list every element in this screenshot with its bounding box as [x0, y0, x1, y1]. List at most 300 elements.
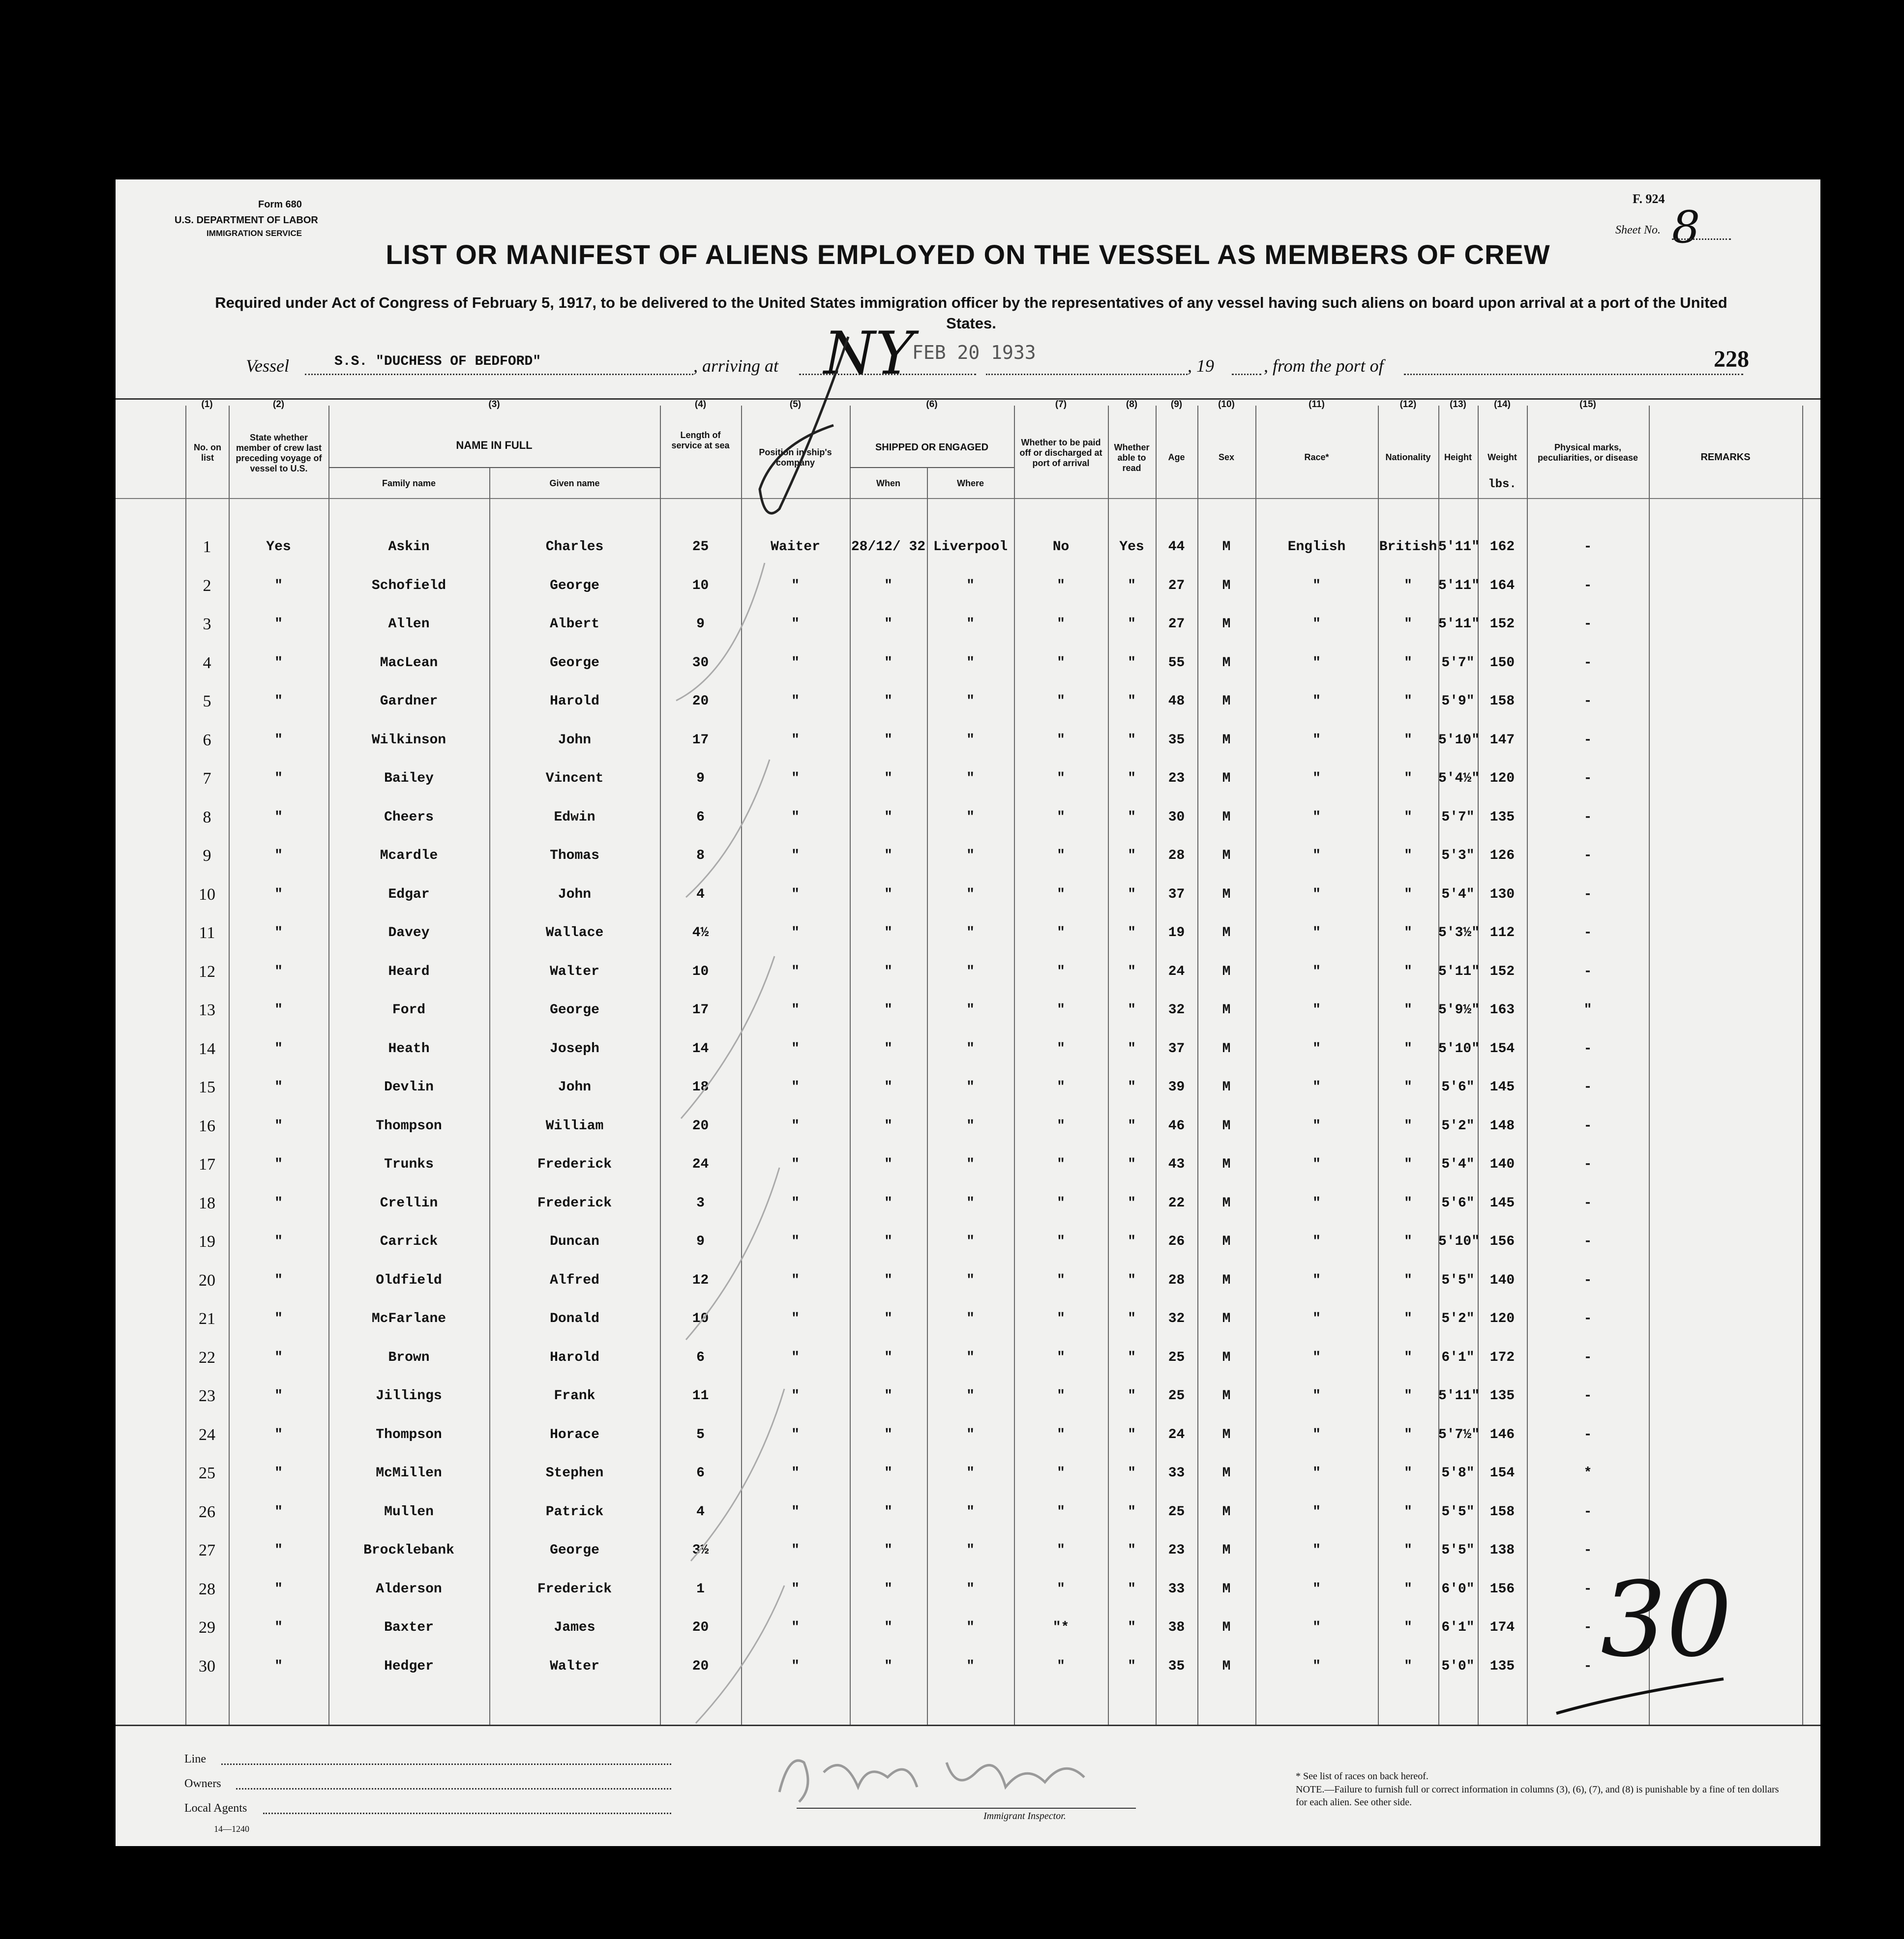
- last-voyage-cell: ": [274, 1388, 283, 1404]
- col-num-4: (4): [694, 399, 707, 410]
- header-shipped-engaged: SHIPPED OR ENGAGED: [875, 442, 989, 453]
- family-name-cell: Brown: [388, 1350, 430, 1365]
- col-num-10: (10): [1218, 399, 1235, 410]
- able-read-cell: ": [1128, 1118, 1136, 1134]
- row-number: 11: [199, 924, 215, 942]
- last-voyage-cell: ": [274, 1620, 283, 1635]
- family-name-cell: Devlin: [384, 1080, 434, 1095]
- header-state-whether: State whether member of crew last preceding voyage of vessel to U.S.: [236, 433, 322, 473]
- position-cell: ": [791, 1543, 800, 1558]
- able-read-cell: ": [1128, 578, 1136, 593]
- nationality-cell: ": [1404, 1620, 1412, 1635]
- family-name-cell: Askin: [388, 539, 430, 555]
- sex-cell: M: [1222, 578, 1231, 593]
- able-read-cell: ": [1128, 1466, 1136, 1481]
- height-cell: 5'11": [1438, 1388, 1480, 1404]
- able-read-cell: ": [1128, 1272, 1136, 1288]
- height-cell: 5'2": [1441, 1118, 1475, 1134]
- row-number: 10: [199, 885, 215, 904]
- weight-cell: 152: [1489, 617, 1515, 632]
- weight-cell: 112: [1489, 925, 1515, 940]
- table-row: [116, 923, 1820, 962]
- physical-marks-cell: -: [1583, 1504, 1592, 1520]
- shipped-when-cell: ": [884, 1118, 892, 1134]
- able-read-cell: ": [1128, 1620, 1136, 1635]
- able-read-cell: ": [1128, 1427, 1136, 1442]
- shipped-when-cell: ": [884, 1195, 892, 1211]
- given-name-cell: Walter: [550, 964, 599, 979]
- paid-off-cell: "*: [1052, 1620, 1070, 1635]
- nationality-cell: ": [1404, 1658, 1412, 1674]
- shipped-where-cell: ": [966, 1311, 975, 1326]
- nationality-cell: ": [1404, 964, 1412, 979]
- physical-marks-cell: -: [1583, 964, 1592, 979]
- header-no-on-list: No. on list: [194, 442, 221, 463]
- position-cell: ": [791, 617, 800, 632]
- weight-cell: 126: [1489, 848, 1515, 863]
- nationality-cell: ": [1404, 1002, 1412, 1018]
- physical-marks-cell: -: [1583, 617, 1592, 632]
- arriving-label: , arriving at: [693, 356, 779, 376]
- race-cell: ": [1312, 732, 1321, 748]
- nationality-cell: ": [1404, 1195, 1412, 1211]
- family-name-cell: McMillen: [376, 1466, 442, 1481]
- age-cell: 24: [1168, 1427, 1185, 1442]
- height-cell: 5'3½": [1438, 925, 1480, 940]
- shipped-where-cell: ": [966, 1658, 975, 1674]
- height-cell: 5'7": [1441, 655, 1475, 671]
- weight-cell: 162: [1489, 539, 1515, 555]
- header-height: Height: [1444, 452, 1472, 462]
- nationality-cell: ": [1404, 925, 1412, 940]
- nationality-cell: ": [1404, 1080, 1412, 1095]
- able-read-cell: ": [1128, 1080, 1136, 1095]
- name-underline: [328, 467, 660, 468]
- page-number: 228: [1714, 346, 1749, 372]
- length-service-cell: 25: [692, 539, 709, 555]
- paid-off-cell: ": [1057, 1388, 1065, 1404]
- position-cell: ": [791, 1234, 800, 1249]
- height-cell: 5'9": [1441, 694, 1475, 709]
- shipped-when-cell: ": [884, 732, 892, 748]
- shipped-when-cell: ": [884, 1350, 892, 1365]
- height-cell: 5'4½": [1438, 771, 1480, 786]
- family-name-cell: Crellin: [380, 1195, 438, 1211]
- year-label: , 19: [1188, 356, 1214, 376]
- paid-off-cell: ": [1057, 1041, 1065, 1057]
- last-voyage-cell: ": [274, 925, 283, 940]
- able-read-cell: ": [1128, 1543, 1136, 1558]
- row-number: 13: [199, 1001, 215, 1019]
- family-name-cell: Jillings: [376, 1388, 442, 1404]
- length-service-cell: 6: [696, 1350, 705, 1365]
- age-cell: 33: [1168, 1466, 1185, 1481]
- shipped-when-cell: ": [884, 1002, 892, 1018]
- age-cell: 30: [1168, 809, 1185, 825]
- paid-off-cell: ": [1057, 1195, 1065, 1211]
- table-row: [116, 1425, 1820, 1464]
- header-when: When: [876, 478, 900, 488]
- header-bottom-rule: [116, 498, 1820, 499]
- age-cell: 39: [1168, 1080, 1185, 1095]
- race-cell: ": [1312, 1543, 1321, 1558]
- race-cell: ": [1312, 771, 1321, 786]
- paid-off-cell: ": [1057, 1272, 1065, 1288]
- age-cell: 28: [1168, 1272, 1185, 1288]
- race-cell: ": [1312, 886, 1321, 902]
- height-cell: 5'6": [1441, 1080, 1475, 1095]
- header-able-read: Whether able to read: [1114, 442, 1150, 473]
- sex-cell: M: [1222, 732, 1231, 748]
- length-service-cell: 3: [696, 1195, 705, 1211]
- shipped-where-cell: ": [966, 1272, 975, 1288]
- paid-off-cell: ": [1057, 617, 1065, 632]
- family-name-cell: Hedger: [384, 1658, 434, 1674]
- position-cell: ": [791, 1118, 800, 1134]
- row-number: 3: [203, 615, 211, 633]
- table-row: [116, 1000, 1820, 1039]
- given-name-cell: Vincent: [545, 771, 604, 786]
- given-name-cell: John: [558, 886, 592, 902]
- length-service-cell: 20: [692, 1620, 709, 1635]
- nationality-cell: ": [1404, 1350, 1412, 1365]
- row-number: 27: [199, 1541, 215, 1559]
- col-num-5: (5): [789, 399, 802, 410]
- given-name-cell: George: [550, 578, 599, 593]
- race-cell: ": [1312, 1118, 1321, 1134]
- length-service-cell: 18: [692, 1080, 709, 1095]
- paid-off-cell: ": [1057, 1311, 1065, 1326]
- last-voyage-cell: ": [274, 732, 283, 748]
- nationality-cell: ": [1404, 1543, 1412, 1558]
- shipped-where-cell: ": [966, 848, 975, 863]
- shipped-when-cell: ": [884, 617, 892, 632]
- given-name-cell: Frederick: [537, 1195, 612, 1211]
- weight-cell: 156: [1489, 1234, 1515, 1249]
- race-cell: ": [1312, 1427, 1321, 1442]
- physical-marks-cell: -: [1583, 1620, 1592, 1635]
- weight-cell: 146: [1489, 1427, 1515, 1442]
- shipped-when-cell: ": [884, 655, 892, 671]
- race-cell: ": [1312, 1080, 1321, 1095]
- weight-cell: 156: [1489, 1581, 1515, 1597]
- physical-marks-cell: -: [1583, 1234, 1592, 1249]
- length-service-cell: 11: [692, 1388, 709, 1404]
- owners-label: Owners: [184, 1777, 221, 1790]
- weight-cell: 135: [1489, 809, 1515, 825]
- sheet-label: Sheet No.: [1615, 224, 1661, 236]
- race-cell: English: [1287, 539, 1346, 555]
- table-row: [116, 615, 1820, 653]
- race-cell: ": [1312, 1234, 1321, 1249]
- sex-cell: M: [1222, 1157, 1231, 1172]
- weight-cell: 147: [1489, 732, 1515, 748]
- sex-cell: M: [1222, 617, 1231, 632]
- age-cell: 37: [1168, 886, 1185, 902]
- col-num-6: (6): [926, 399, 938, 410]
- table-row: [116, 1502, 1820, 1541]
- header-position: Position in ship's company: [759, 447, 832, 468]
- weight-cell: 140: [1489, 1272, 1515, 1288]
- position-cell: ": [791, 848, 800, 863]
- header-sex: Sex: [1218, 452, 1235, 462]
- race-cell: ": [1312, 1658, 1321, 1674]
- race-cell: ": [1312, 925, 1321, 940]
- sex-cell: M: [1222, 1234, 1231, 1249]
- length-service-cell: 6: [696, 1466, 705, 1481]
- physical-marks-cell: -: [1583, 886, 1592, 902]
- weight-cell: 135: [1489, 1658, 1515, 1674]
- physical-marks-cell: *: [1583, 1466, 1592, 1481]
- family-name-cell: Thompson: [376, 1118, 442, 1134]
- nationality-cell: ": [1404, 617, 1412, 632]
- last-voyage-cell: ": [274, 1157, 283, 1172]
- paid-off-cell: ": [1057, 1080, 1065, 1095]
- length-service-cell: 1: [696, 1581, 705, 1597]
- shipped-where-cell: ": [966, 1543, 975, 1558]
- length-service-cell: 20: [692, 694, 709, 709]
- physical-marks-cell: -: [1583, 771, 1592, 786]
- race-cell: ": [1312, 617, 1321, 632]
- position-cell: ": [791, 1388, 800, 1404]
- sex-cell: M: [1222, 848, 1231, 863]
- shipped-when-cell: ": [884, 1157, 892, 1172]
- table-row: [116, 653, 1820, 692]
- sex-cell: M: [1222, 1041, 1231, 1057]
- race-cell: ": [1312, 694, 1321, 709]
- family-name-cell: Allen: [388, 617, 430, 632]
- given-name-cell: Harold: [550, 694, 599, 709]
- owners-dotline: [236, 1788, 671, 1790]
- position-cell: ": [791, 1195, 800, 1211]
- position-cell: ": [791, 1002, 800, 1018]
- nationality-cell: ": [1404, 848, 1412, 863]
- position-cell: ": [791, 1041, 800, 1057]
- header-length-service: Length of service at sea: [671, 430, 730, 450]
- sex-cell: M: [1222, 1388, 1231, 1404]
- length-service-cell: 30: [692, 655, 709, 671]
- physical-marks-cell: -: [1583, 1041, 1592, 1057]
- able-read-cell: ": [1128, 1041, 1136, 1057]
- sex-cell: M: [1222, 655, 1231, 671]
- row-number: 8: [203, 808, 211, 826]
- height-cell: 5'5": [1441, 1504, 1475, 1520]
- inspector-line: [797, 1808, 1136, 1809]
- paid-off-cell: ": [1057, 1466, 1065, 1481]
- shipped-where-cell: ": [966, 694, 975, 709]
- sex-cell: M: [1222, 1311, 1231, 1326]
- family-name-cell: Gardner: [380, 694, 438, 709]
- row-number: 23: [199, 1387, 215, 1405]
- col-num-15: (15): [1579, 399, 1596, 410]
- vessel-label: Vessel: [246, 356, 289, 376]
- last-voyage-cell: Yes: [266, 539, 291, 555]
- position-cell: Waiter: [771, 539, 820, 555]
- able-read-cell: Yes: [1119, 539, 1144, 555]
- physical-marks-cell: -: [1583, 1581, 1592, 1597]
- age-cell: 33: [1168, 1581, 1185, 1597]
- age-cell: 35: [1168, 732, 1185, 748]
- family-name-cell: Brocklebank: [363, 1543, 454, 1558]
- shipped-when-cell: ": [884, 1427, 892, 1442]
- physical-marks-cell: -: [1583, 848, 1592, 863]
- table-row: [116, 808, 1820, 846]
- weight-cell: 152: [1489, 964, 1515, 979]
- able-read-cell: ": [1128, 771, 1136, 786]
- weight-cell: 148: [1489, 1118, 1515, 1134]
- age-cell: 28: [1168, 848, 1185, 863]
- age-cell: 48: [1168, 694, 1185, 709]
- nationality-cell: ": [1404, 809, 1412, 825]
- given-name-cell: Stephen: [545, 1466, 604, 1481]
- able-read-cell: ": [1128, 1658, 1136, 1674]
- height-cell: 5'11": [1438, 539, 1480, 555]
- nationality-cell: ": [1404, 1311, 1412, 1326]
- able-read-cell: ": [1128, 1311, 1136, 1326]
- physical-marks-cell: -: [1583, 578, 1592, 593]
- table-row: [116, 1194, 1820, 1232]
- shipped-when-cell: ": [884, 1272, 892, 1288]
- shipped-where-cell: ": [966, 1427, 975, 1442]
- vessel-name: S.S. "DUCHESS OF BEDFORD": [334, 354, 541, 369]
- length-service-cell: 24: [692, 1157, 709, 1172]
- able-read-cell: ": [1128, 886, 1136, 902]
- agents-dotline: [263, 1813, 671, 1814]
- given-name-cell: Frank: [554, 1388, 595, 1404]
- length-service-cell: 9: [696, 771, 705, 786]
- last-voyage-cell: ": [274, 1658, 283, 1674]
- physical-marks-cell: -: [1583, 1080, 1592, 1095]
- height-cell: 5'0": [1441, 1658, 1475, 1674]
- age-cell: 26: [1168, 1234, 1185, 1249]
- height-cell: 6'0": [1441, 1581, 1475, 1597]
- row-number: 20: [199, 1271, 215, 1290]
- header-paid-off: Whether to be paid off or discharged at port of arrival: [1019, 438, 1102, 468]
- sex-cell: M: [1222, 925, 1231, 940]
- paid-off-cell: ": [1057, 1427, 1065, 1442]
- weight-cell: 120: [1489, 771, 1515, 786]
- given-name-cell: Thomas: [550, 848, 599, 863]
- sex-cell: M: [1222, 1272, 1231, 1288]
- length-service-cell: 3½: [692, 1543, 709, 1558]
- physical-marks-cell: -: [1583, 1118, 1592, 1134]
- race-cell: ": [1312, 1388, 1321, 1404]
- age-cell: 38: [1168, 1620, 1185, 1635]
- vessel-dotline: [305, 374, 693, 375]
- row-number: 22: [199, 1348, 215, 1367]
- header-physical-marks: Physical marks, peculiarities, or disease: [1537, 442, 1638, 463]
- shipped-where-cell: ": [966, 655, 975, 671]
- weight-cell: 130: [1489, 886, 1515, 902]
- last-voyage-cell: ": [274, 771, 283, 786]
- row-number: 2: [203, 576, 211, 595]
- row-number: 30: [199, 1657, 215, 1675]
- inspector-label: Immigrant Inspector.: [983, 1811, 1066, 1821]
- requirement-text: Required under Act of Congress of February 5, 1917, to be delivered to the United States immigration officer by the representatives of any vessel having such aliens on board upon arrival at a port of the United States.: [215, 294, 1727, 332]
- able-read-cell: ": [1128, 1195, 1136, 1211]
- given-name-cell: Donald: [550, 1311, 599, 1326]
- shipped-when-cell: ": [884, 1311, 892, 1326]
- length-service-cell: 9: [696, 617, 705, 632]
- last-voyage-cell: ": [274, 809, 283, 825]
- nationality-cell: ": [1404, 1581, 1412, 1597]
- nationality-cell: ": [1404, 1272, 1412, 1288]
- family-name-cell: Thompson: [376, 1427, 442, 1442]
- shipped-when-cell: ": [884, 578, 892, 593]
- agents-label: Local Agents: [184, 1802, 247, 1815]
- age-cell: 55: [1168, 655, 1185, 671]
- shipped-where-cell: ": [966, 964, 975, 979]
- given-name-cell: George: [550, 1002, 599, 1018]
- table-row: [116, 1348, 1820, 1386]
- row-number: 24: [199, 1425, 215, 1444]
- race-cell: ": [1312, 655, 1321, 671]
- shipped-where-cell: ": [966, 1157, 975, 1172]
- table-row: [116, 576, 1820, 615]
- shipped-when-cell: ": [884, 1041, 892, 1057]
- height-cell: 5'5": [1441, 1272, 1475, 1288]
- sex-cell: M: [1222, 1118, 1231, 1134]
- family-name-cell: MacLean: [380, 655, 438, 671]
- paid-off-cell: ": [1057, 694, 1065, 709]
- paid-off-cell: ": [1057, 1350, 1065, 1365]
- year-dotline: [1232, 374, 1261, 375]
- table-row: [116, 537, 1820, 576]
- last-voyage-cell: ": [274, 1195, 283, 1211]
- given-name-cell: Charles: [545, 539, 604, 555]
- able-read-cell: ": [1128, 1234, 1136, 1249]
- row-number: 9: [203, 847, 211, 865]
- paid-off-cell: ": [1057, 732, 1065, 748]
- shipped-when-cell: ": [884, 1388, 892, 1404]
- last-voyage-cell: ": [274, 1581, 283, 1597]
- height-cell: 5'9½": [1438, 1002, 1480, 1018]
- nationality-cell: ": [1404, 1388, 1412, 1404]
- length-service-cell: 20: [692, 1118, 709, 1134]
- table-row: [116, 1386, 1820, 1425]
- able-read-cell: ": [1128, 1581, 1136, 1597]
- sex-cell: M: [1222, 1427, 1231, 1442]
- able-read-cell: ": [1128, 1350, 1136, 1365]
- weight-cell: 145: [1489, 1080, 1515, 1095]
- given-name-cell: Albert: [550, 617, 599, 632]
- position-cell: ": [791, 694, 800, 709]
- nationality-cell: ": [1404, 655, 1412, 671]
- table-row: [116, 962, 1820, 1000]
- table-row: [116, 1039, 1820, 1078]
- height-cell: 5'7½": [1438, 1427, 1480, 1442]
- handwritten-underline-graphic: [1551, 1674, 1728, 1718]
- table-row: [116, 692, 1820, 730]
- family-name-cell: Wilkinson: [371, 732, 446, 748]
- last-voyage-cell: ": [274, 578, 283, 593]
- nationality-cell: ": [1404, 1234, 1412, 1249]
- last-voyage-cell: ": [274, 655, 283, 671]
- sex-cell: M: [1222, 886, 1231, 902]
- physical-marks-cell: -: [1583, 1388, 1592, 1404]
- shipped-where-cell: ": [966, 1041, 975, 1057]
- race-cell: ": [1312, 1195, 1321, 1211]
- shipped-where-cell: ": [966, 886, 975, 902]
- able-read-cell: ": [1128, 732, 1136, 748]
- nationality-cell: ": [1404, 886, 1412, 902]
- nationality-cell: ": [1404, 1504, 1412, 1520]
- length-service-cell: 12: [692, 1272, 709, 1288]
- race-cell: ": [1312, 848, 1321, 863]
- family-name-cell: Mcardle: [380, 848, 438, 863]
- age-cell: 27: [1168, 617, 1185, 632]
- family-name-cell: Carrick: [380, 1234, 438, 1249]
